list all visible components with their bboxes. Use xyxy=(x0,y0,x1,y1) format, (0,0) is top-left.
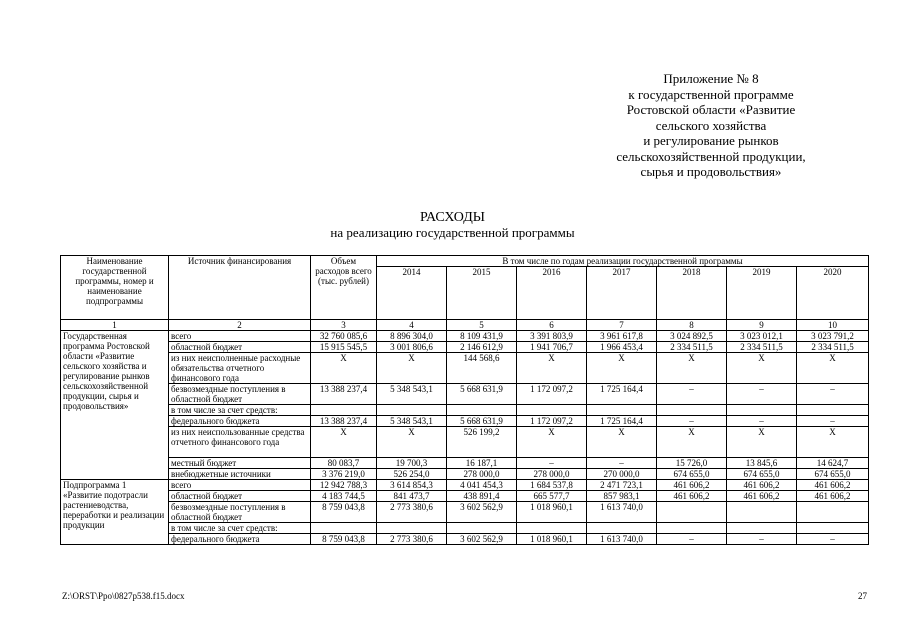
appendix-line: к государственной программе xyxy=(628,86,794,102)
column-number: 1 xyxy=(61,320,169,331)
amount-total: 13 388 237,4 xyxy=(311,416,377,427)
program-row xyxy=(61,469,869,480)
funding-source: местный бюджет xyxy=(169,458,311,469)
amount-total: X xyxy=(311,427,377,458)
amount-year: 2 334 511,5 xyxy=(657,342,727,353)
amount-year: 674 655,0 xyxy=(797,469,869,480)
funding-source: внебюджетные источники xyxy=(169,469,311,480)
amount-year: 3 391 803,9 xyxy=(517,331,587,342)
amount-year: 461 606,2 xyxy=(727,491,797,502)
document-title-block xyxy=(0,210,905,241)
program-row xyxy=(61,458,869,469)
appendix-line: сырья и продовольствия» xyxy=(640,164,782,179)
funding-source: федерального бюджета xyxy=(169,534,311,545)
amount-year: X xyxy=(517,353,587,384)
amount-year: – xyxy=(727,384,797,405)
amount-year xyxy=(447,405,517,416)
funding-source: областной бюджет xyxy=(169,342,311,353)
amount-year: 4 041 454,3 xyxy=(447,480,517,491)
subprogram-row xyxy=(61,480,869,491)
header-by-years: В том числе по годам реализации государственной программы xyxy=(377,256,869,267)
funding-source: в том числе за счет средств: xyxy=(169,523,311,534)
funding-source: из них неисполненные расходные обязательства отчетного финансового года xyxy=(169,353,311,384)
amount-year: – xyxy=(797,384,869,405)
amount-year xyxy=(447,523,517,534)
header-source: Источник финансирования xyxy=(169,256,311,320)
amount-year: – xyxy=(657,416,727,427)
program-row xyxy=(61,331,869,342)
appendix-heading xyxy=(561,71,861,180)
program-name: Государственная программа Ростовской области «Развитие сельского хозяйства и регулирование рынков сельскохозяйственной продукции, сырья и продовольствия» xyxy=(61,331,169,480)
amount-year: 3 961 617,8 xyxy=(587,331,657,342)
amount-year: 278 000,0 xyxy=(517,469,587,480)
amount-year xyxy=(797,523,869,534)
amount-year xyxy=(797,502,869,523)
appendix-line: Ростовской области «Развитие xyxy=(626,102,796,117)
amount-year: 461 606,2 xyxy=(657,480,727,491)
column-number: 7 xyxy=(587,320,657,331)
header-row xyxy=(61,256,869,267)
amount-year xyxy=(657,502,727,523)
funding-source: федерального бюджета xyxy=(169,416,311,427)
amount-year xyxy=(727,405,797,416)
header-year: 2016 xyxy=(517,267,587,320)
amount-year: – xyxy=(517,458,587,469)
amount-year xyxy=(517,523,587,534)
amount-year: 3 602 562,9 xyxy=(447,534,517,545)
funding-source: всего xyxy=(169,331,311,342)
amount-year: 5 668 631,9 xyxy=(447,416,517,427)
amount-year xyxy=(377,523,447,534)
amount-total: 8 759 043,8 xyxy=(311,502,377,523)
footer-page-number: 27 xyxy=(858,591,867,601)
header-year: 2017 xyxy=(587,267,657,320)
amount-year: – xyxy=(657,534,727,545)
amount-year: 674 655,0 xyxy=(727,469,797,480)
amount-year: 526 199,2 xyxy=(447,427,517,458)
amount-year xyxy=(727,523,797,534)
amount-total: 15 915 545,5 xyxy=(311,342,377,353)
amount-year: X xyxy=(377,427,447,458)
amount-year: 2 773 380,6 xyxy=(377,502,447,523)
amount-year xyxy=(377,405,447,416)
amount-year: 1 613 740,0 xyxy=(587,534,657,545)
amount-year: 2 334 511,5 xyxy=(797,342,869,353)
header-year: 2015 xyxy=(447,267,517,320)
amount-year: 16 187,1 xyxy=(447,458,517,469)
column-number: 4 xyxy=(377,320,447,331)
header-total: Объем расходов всего (тыс. рублей) xyxy=(311,256,377,320)
amount-year: 1 172 097,2 xyxy=(517,416,587,427)
subprogram-row xyxy=(61,534,869,545)
amount-year xyxy=(727,502,797,523)
amount-total: 4 183 744,5 xyxy=(311,491,377,502)
amount-year: 8 109 431,9 xyxy=(447,331,517,342)
amount-year: X xyxy=(587,427,657,458)
amount-year: – xyxy=(727,416,797,427)
amount-year: 5 348 543,1 xyxy=(377,384,447,405)
column-number: 3 xyxy=(311,320,377,331)
amount-year: 2 471 723,1 xyxy=(587,480,657,491)
amount-year: – xyxy=(587,458,657,469)
document-title: РАСХОДЫ xyxy=(420,210,485,225)
amount-year: 665 577,7 xyxy=(517,491,587,502)
amount-year: 1 172 097,2 xyxy=(517,384,587,405)
amount-year xyxy=(587,523,657,534)
program-row xyxy=(61,342,869,353)
amount-total: 8 759 043,8 xyxy=(311,534,377,545)
amount-year: 2 334 511,5 xyxy=(727,342,797,353)
amount-year: 1 613 740,0 xyxy=(587,502,657,523)
amount-year: 8 896 304,0 xyxy=(377,331,447,342)
amount-total: 80 083,7 xyxy=(311,458,377,469)
amount-year: 2 146 612,9 xyxy=(447,342,517,353)
amount-year xyxy=(587,405,657,416)
amount-total: 12 942 788,3 xyxy=(311,480,377,491)
expenses-table xyxy=(60,255,869,545)
amount-year: 1 941 706,7 xyxy=(517,342,587,353)
column-number: 10 xyxy=(797,320,869,331)
amount-year: 1 684 537,8 xyxy=(517,480,587,491)
amount-year: 1 725 164,4 xyxy=(587,416,657,427)
program-row xyxy=(61,405,869,416)
amount-year: X xyxy=(797,353,869,384)
funding-source: в том числе за счет средств: xyxy=(169,405,311,416)
column-number: 2 xyxy=(169,320,311,331)
amount-year: 461 606,2 xyxy=(797,480,869,491)
amount-year: 841 473,7 xyxy=(377,491,447,502)
amount-year: 3 602 562,9 xyxy=(447,502,517,523)
subprogram-row xyxy=(61,523,869,534)
amount-total: 32 760 085,6 xyxy=(311,331,377,342)
header-year: 2020 xyxy=(797,267,869,320)
amount-year xyxy=(517,405,587,416)
amount-year: X xyxy=(657,353,727,384)
header-year: 2014 xyxy=(377,267,447,320)
program-row xyxy=(61,353,869,384)
column-number: 6 xyxy=(517,320,587,331)
amount-year: 5 668 631,9 xyxy=(447,384,517,405)
amount-year: 438 891,4 xyxy=(447,491,517,502)
amount-year: – xyxy=(797,534,869,545)
amount-year: 3 023 791,2 xyxy=(797,331,869,342)
amount-year: 3 024 892,5 xyxy=(657,331,727,342)
amount-year: 1 966 453,4 xyxy=(587,342,657,353)
appendix-line: Приложение № 8 xyxy=(663,71,759,86)
amount-year: 526 254,0 xyxy=(377,469,447,480)
column-number: 5 xyxy=(447,320,517,331)
amount-total xyxy=(311,523,377,534)
amount-year: 2 773 380,6 xyxy=(377,534,447,545)
amount-year xyxy=(657,405,727,416)
amount-year: 3 023 012,1 xyxy=(727,331,797,342)
amount-total xyxy=(311,405,377,416)
subprogram-row xyxy=(61,502,869,523)
amount-year: 461 606,2 xyxy=(727,480,797,491)
amount-year: 1 018 960,1 xyxy=(517,502,587,523)
amount-year: 1 018 960,1 xyxy=(517,534,587,545)
program-row xyxy=(61,416,869,427)
amount-year xyxy=(797,405,869,416)
amount-year: X xyxy=(517,427,587,458)
subprogram-row xyxy=(61,491,869,502)
column-number: 9 xyxy=(727,320,797,331)
amount-year xyxy=(657,523,727,534)
program-row xyxy=(61,384,869,405)
funding-source: из них неиспользованные средства отчетного финансового года xyxy=(169,427,311,458)
amount-year: X xyxy=(377,353,447,384)
amount-year: 14 624,7 xyxy=(797,458,869,469)
amount-year: 270 000,0 xyxy=(587,469,657,480)
amount-year: – xyxy=(797,416,869,427)
header-name: Наименование государственной программы, номер и наименование подпрограммы xyxy=(61,256,169,320)
subprogram-name: Подпрограмма 1 «Развитие подотрасли растениеводства, переработки и реализации продукции xyxy=(61,480,169,545)
amount-year: 13 845,6 xyxy=(727,458,797,469)
column-numbers-row xyxy=(61,320,869,331)
appendix-line: сельскохозяйственной продукции, xyxy=(616,148,806,164)
funding-source: безвозмездные поступления в областной бюджет xyxy=(169,502,311,523)
amount-year: 3 614 854,3 xyxy=(377,480,447,491)
funding-source: областной бюджет xyxy=(169,491,311,502)
footer-file-path: Z:\ORST\Ppo\0827p538.f15.docx xyxy=(62,591,185,601)
document-subtitle: на реализацию государственной программы xyxy=(330,225,575,240)
amount-year: X xyxy=(657,427,727,458)
amount-year: X xyxy=(797,427,869,458)
program-row xyxy=(61,427,869,458)
amount-year: 19 700,3 xyxy=(377,458,447,469)
appendix-line: и регулирование рынков xyxy=(643,133,779,148)
column-number: 8 xyxy=(657,320,727,331)
funding-source: всего xyxy=(169,480,311,491)
amount-year: 674 655,0 xyxy=(657,469,727,480)
amount-year: – xyxy=(727,534,797,545)
amount-year: – xyxy=(657,384,727,405)
header-year: 2018 xyxy=(657,267,727,320)
amount-year: 857 983,1 xyxy=(587,491,657,502)
amount-year: 1 725 164,4 xyxy=(587,384,657,405)
amount-total: 13 388 237,4 xyxy=(311,384,377,405)
amount-year: 278 000,0 xyxy=(447,469,517,480)
amount-year: 461 606,2 xyxy=(797,491,869,502)
amount-year: 144 568,6 xyxy=(447,353,517,384)
appendix-line: сельского хозяйства xyxy=(655,117,767,133)
funding-source: безвозмездные поступления в областной бюджет xyxy=(169,384,311,405)
amount-year: 461 606,2 xyxy=(657,491,727,502)
amount-year: X xyxy=(727,427,797,458)
amount-year: 15 726,0 xyxy=(657,458,727,469)
amount-total: X xyxy=(311,353,377,384)
amount-year: X xyxy=(727,353,797,384)
amount-year: 5 348 543,1 xyxy=(377,416,447,427)
header-year: 2019 xyxy=(727,267,797,320)
amount-total: 3 376 219,0 xyxy=(311,469,377,480)
amount-year: X xyxy=(587,353,657,384)
amount-year: 3 001 806,6 xyxy=(377,342,447,353)
